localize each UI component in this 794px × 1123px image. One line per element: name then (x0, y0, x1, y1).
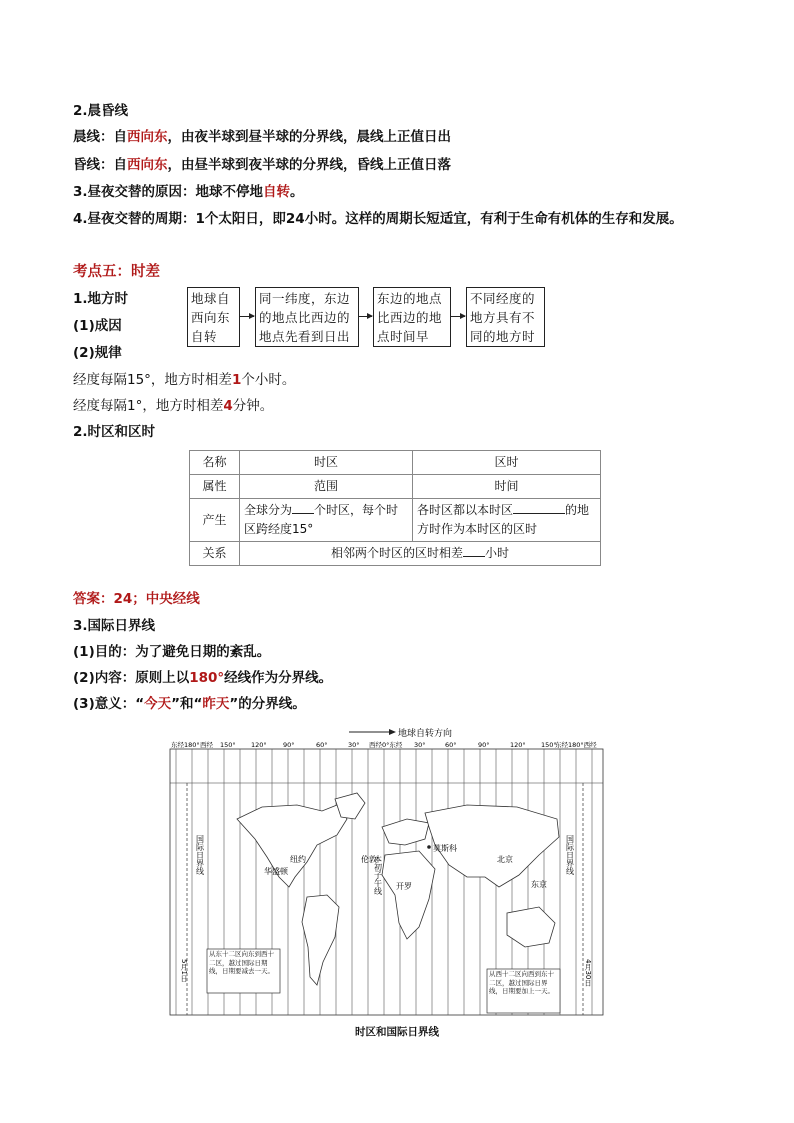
label-150w: 150° (220, 741, 236, 749)
flow-box-2: 同一纬度，东边的地点比西边的地点先看到日出 (255, 287, 359, 347)
city-moscow: 莫斯科 (433, 844, 457, 853)
label-120w: 120° (251, 741, 267, 749)
label-0: 西经0°东经 (369, 741, 403, 749)
prime-meridian-label (374, 854, 383, 896)
flow-box-3: 东边的地点比西边的地点时间早 (373, 287, 451, 347)
time-zone-table (189, 450, 601, 566)
label-60w: 60° (316, 741, 328, 749)
label-90w: 90° (283, 741, 295, 749)
local-time-heading: 1.地方时 (73, 291, 129, 307)
label-180-east: 东经180° (171, 741, 200, 749)
city-washington: 华盛顿 (264, 867, 288, 876)
city-beijing: 北京 (497, 855, 513, 864)
city-cairo: 开罗 (396, 882, 412, 891)
rotation-arrow-head (389, 729, 396, 735)
row-label-origin: 产生 (190, 499, 240, 542)
idl-heading: 3.国际日界线 (73, 618, 156, 634)
fill-blank[interactable] (513, 501, 565, 514)
fill-blank[interactable] (292, 501, 314, 514)
flow-box-4: 不同经度的地方具有不同的地方时 (466, 287, 545, 347)
rule-label: (2)规律 (73, 345, 122, 361)
table-row (190, 542, 601, 566)
dusk-line-text: 昏线：自西向东，由昼半球到夜半球的分界线，昏线上正值日落 (73, 157, 451, 173)
idl-content: (2)内容：原则上以180°经线作为分界线。 (73, 670, 333, 686)
cell-relation: 相邻两个时区的区时相差 小时 (240, 542, 601, 566)
city-tokyo: 东京 (531, 880, 547, 889)
cell-time-origin: 各时区都以本时区 的地方时作为本时区的区时 (413, 499, 601, 542)
europe (382, 819, 429, 845)
idl-label-right-text: 国际日界线 (565, 835, 575, 875)
table-header-zone: 时区 (240, 451, 413, 475)
city-london: 伦敦 (361, 855, 377, 864)
table-row (190, 499, 601, 542)
date-right-text: 4月30日 (584, 959, 592, 987)
flow-arrow-1 (240, 316, 254, 317)
prime-meridian-text: 本初子午线 (373, 855, 383, 895)
south-america (302, 895, 339, 985)
idl-purpose: (1)目的：为了避免日期的紊乱。 (73, 644, 271, 660)
moscow-dot (427, 845, 431, 849)
table-row (190, 451, 601, 475)
flow-arrow-2 (359, 316, 372, 317)
africa (382, 851, 435, 939)
rule-15-degrees: 经度每隔15°，地方时相差1个小时。 (73, 372, 296, 388)
time-zone-map (167, 727, 607, 1019)
label-90e: 90° (478, 741, 490, 749)
answer-text: 答案：24；中央经线 (73, 591, 200, 607)
time-zones-heading: 2.时区和区时 (73, 424, 156, 440)
row-label-attribute: 属性 (190, 475, 240, 499)
north-america (237, 805, 347, 887)
label-30e: 30° (414, 741, 426, 749)
fill-blank[interactable] (463, 544, 485, 557)
cell-time-attribute: 时间 (413, 475, 601, 499)
date-left (180, 959, 188, 983)
table-header-name: 名称 (190, 451, 240, 475)
label-60e: 60° (445, 741, 457, 749)
heading-dawn-dusk-line: 2.晨昏线 (73, 103, 129, 119)
idl-label-left-text: 国际日界线 (195, 835, 205, 875)
row-label-relation: 关系 (190, 542, 240, 566)
table-header-zone-time: 区时 (413, 451, 601, 475)
idl-label-right (565, 835, 575, 876)
date-left-text: 5月1日 (180, 959, 188, 982)
label-150e: 150° (541, 741, 557, 749)
note-left-wrap (209, 950, 279, 994)
city-new-york: 纽约 (290, 855, 306, 864)
day-night-period: 4.昼夜交替的周期：1个太阳日，即24小时。这样的周期长短适宜，有利于生命有机体的生存和发展。 (73, 211, 683, 227)
dawn-line-text: 晨线：自西向东，由夜半球到昼半球的分界线，晨线上正值日出 (73, 129, 451, 145)
table-row (190, 475, 601, 499)
rule-1-degree: 经度每隔1°，地方时相差4分钟。 (73, 398, 274, 414)
australia (507, 907, 555, 947)
idl-label-left (195, 835, 205, 876)
flow-box-1: 地球自西向东自转 (187, 287, 240, 347)
cause-label: (1)成因 (73, 318, 122, 334)
label-west: 西经 (200, 741, 213, 749)
idl-meaning: (3)意义：“今天”和“昨天”的分界线。 (73, 696, 306, 712)
cell-zone-attribute: 范围 (240, 475, 413, 499)
flow-arrow-3 (451, 316, 465, 317)
label-180-west: 东经180°西经 (555, 741, 597, 749)
cell-zone-origin: 全球分为 个时区，每个时区跨经度15° (240, 499, 413, 542)
section-heading-time-difference: 考点五：时差 (73, 264, 160, 280)
note-left: 从东十二区向东到西十二区，越过国际日期线，日期要减去一天。 (209, 950, 274, 975)
day-night-cause: 3.昼夜交替的原因：地球不停地自转。 (73, 184, 304, 200)
date-right (584, 959, 592, 988)
label-30w: 30° (348, 741, 360, 749)
note-right: 从西十二区向西到东十二区，越过国际日界线，日期要加上一天。 (489, 970, 554, 995)
note-right-wrap (489, 970, 559, 1014)
rotation-label: 地球自转方向 (398, 729, 453, 739)
map-caption: 时区和国际日界线 (355, 1026, 439, 1038)
label-120e: 120° (510, 741, 526, 749)
